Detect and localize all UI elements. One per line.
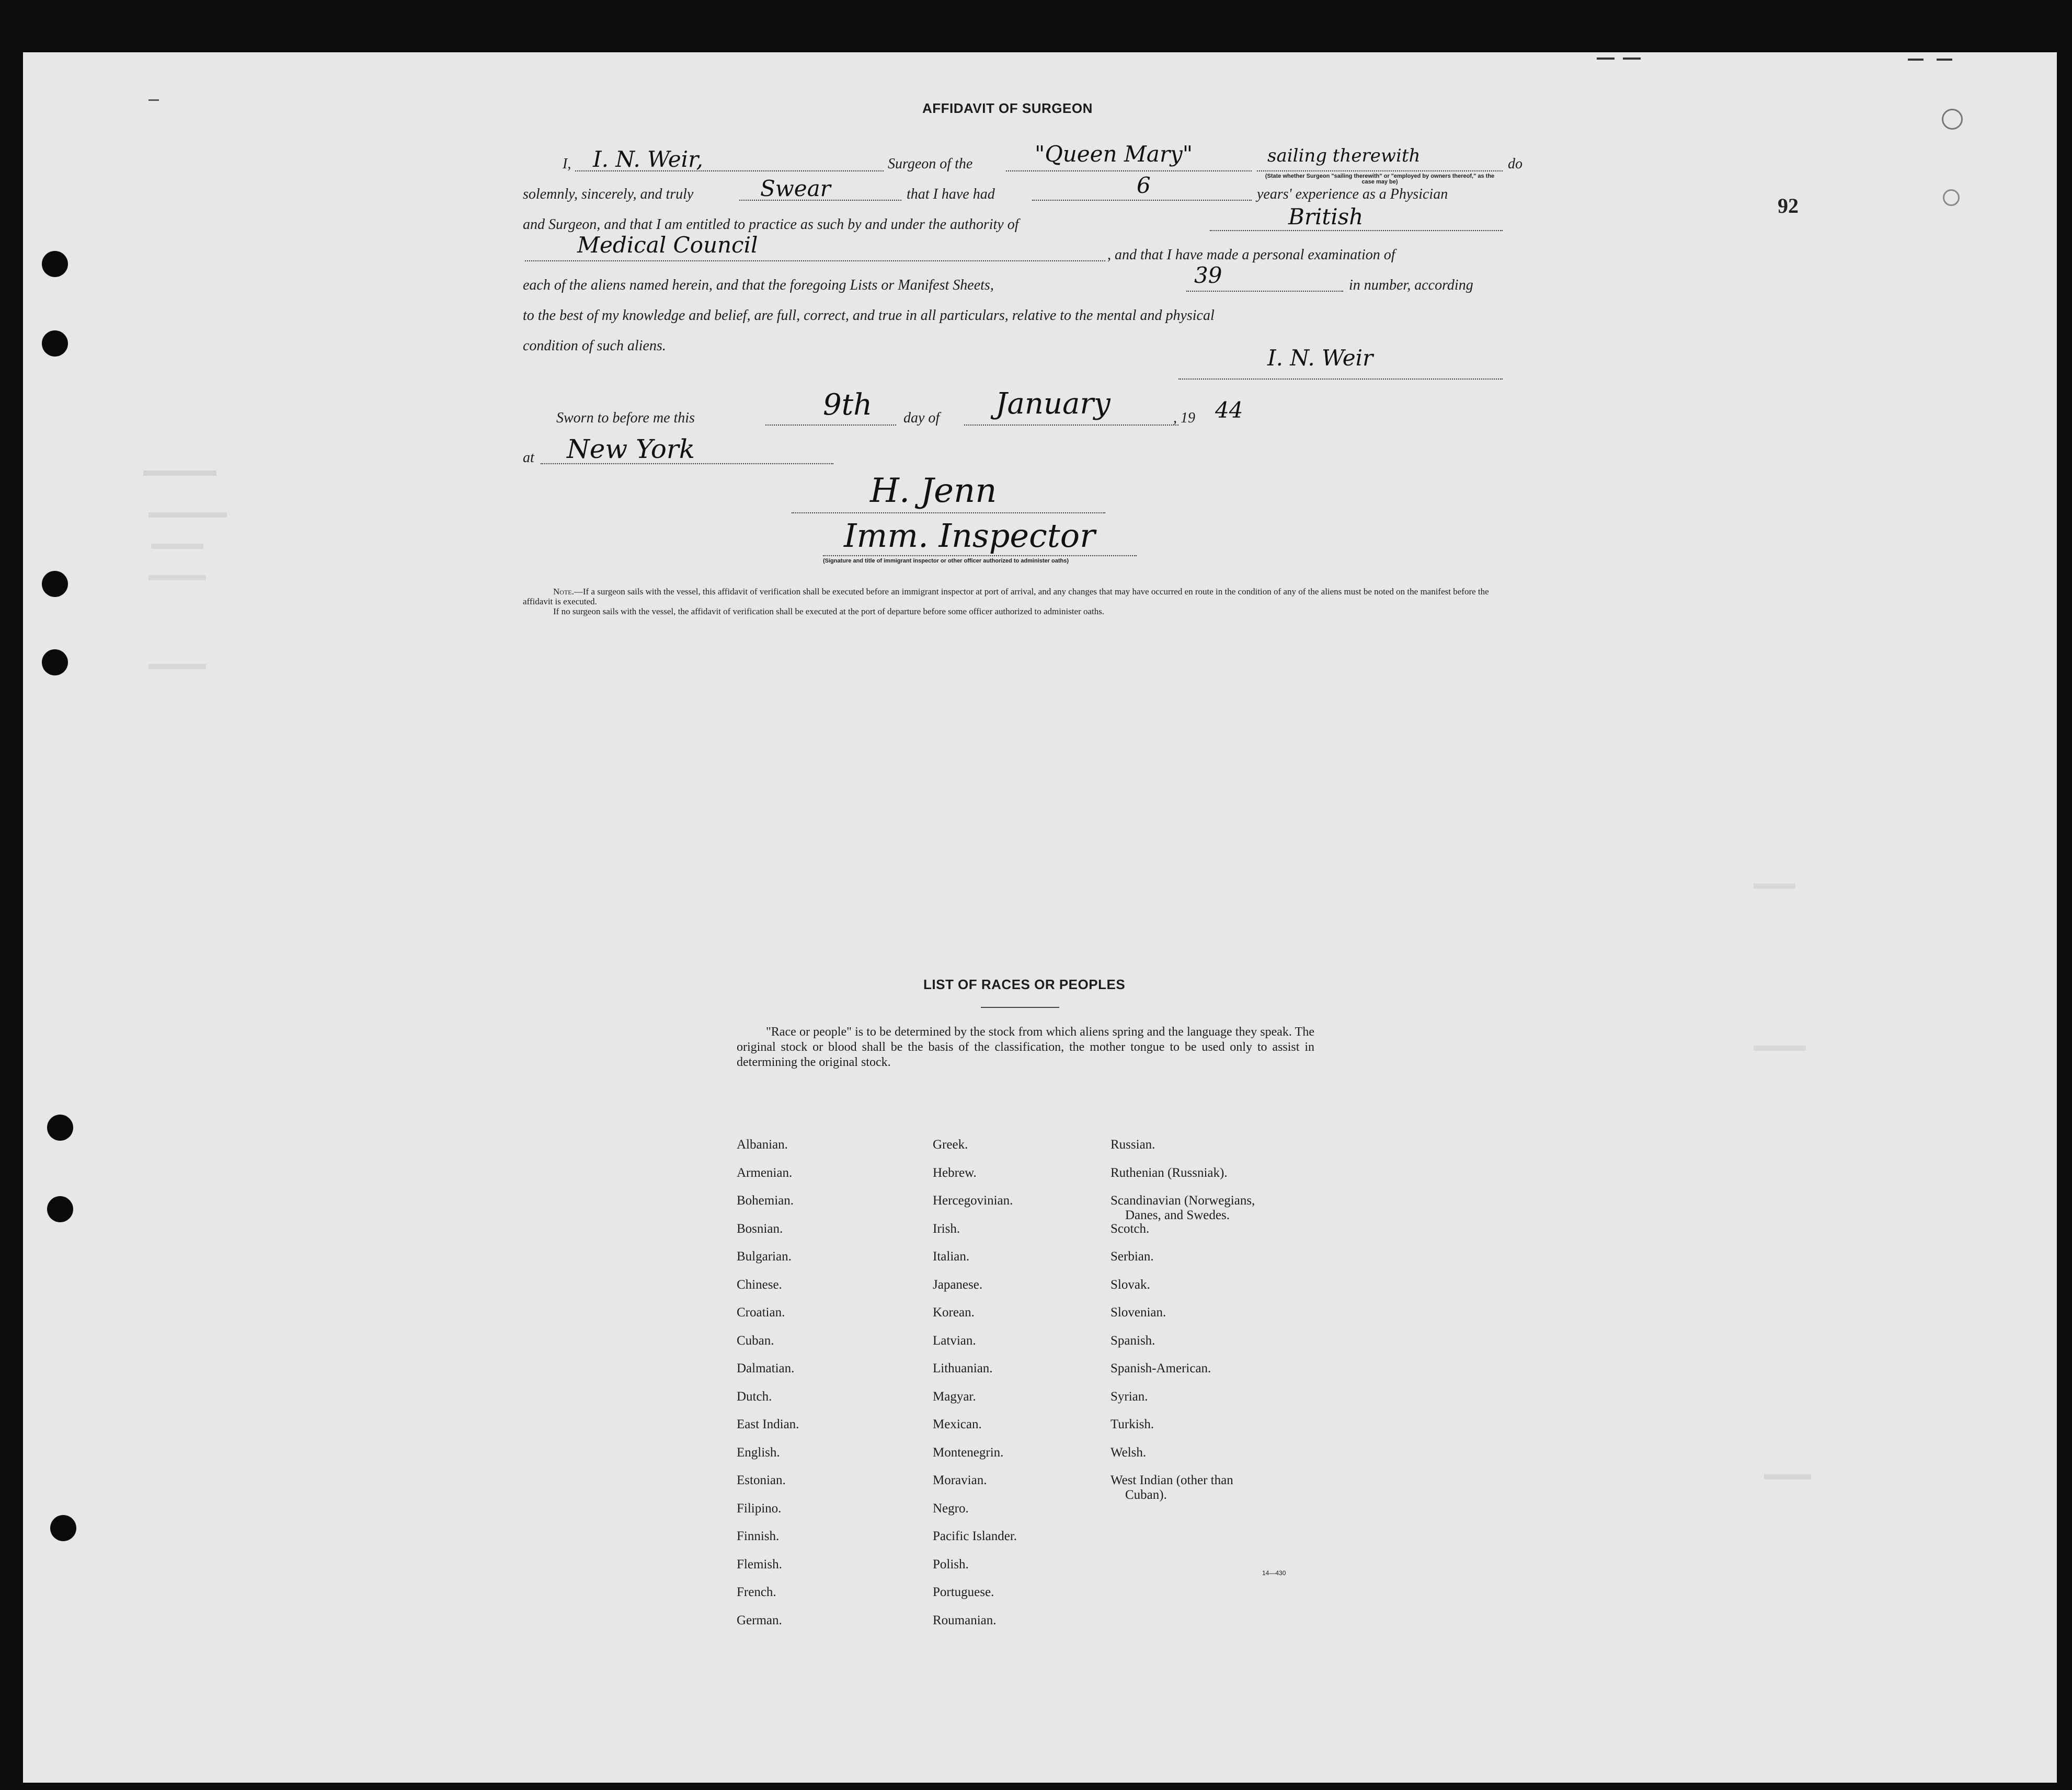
race-item: Armenian. <box>737 1165 793 1180</box>
oath-word: Swear <box>760 176 831 201</box>
races-intro: "Race or people" is to be determined by the stock from which aliens spring and the language they speak. The original stock or blood shall be the basis of the classification, the mother tongue to be used only to assist in determining the original stock. <box>737 1025 1314 1069</box>
race-item: Estonian. <box>737 1473 786 1487</box>
race-item: Negro. <box>933 1501 969 1516</box>
fill-line <box>765 424 896 426</box>
race-item: Albanian. <box>737 1138 788 1152</box>
race-item: French. <box>737 1585 776 1599</box>
race-item: Bulgarian. <box>737 1249 792 1264</box>
sworn-month: January <box>995 387 1111 421</box>
race-item: Bosnian. <box>737 1221 783 1236</box>
binder-hole <box>42 330 68 357</box>
race-item: Slovenian. <box>1111 1305 1166 1319</box>
binder-hole <box>42 571 68 597</box>
signature-caption: (Signature and title of immigrant inspector or other officer authorized to administer oaths) <box>823 558 1069 564</box>
fill-line <box>1186 291 1343 292</box>
surgeon-name: I. N. Weir, <box>593 146 703 172</box>
race-item: Syrian. <box>1111 1389 1148 1404</box>
race-item: Polish. <box>933 1557 969 1571</box>
edge-mark <box>148 99 159 101</box>
officer-title: Imm. Inspector <box>844 517 1095 555</box>
bleed-through-text <box>148 664 206 669</box>
race-item: Italian. <box>933 1249 970 1264</box>
note-line-1: —If a surgeon sails with the vessel, this affidavit of verification shall be executed before an immigrant inspector at port of arrival, and any changes that may have occurred en route in the condition of any of the aliens must be noted on the manifest before the affidavit is executed. <box>523 587 1489 606</box>
document-page <box>23 52 2057 1783</box>
sworn-day: 9th <box>823 388 873 422</box>
binder-hole <box>47 1196 73 1222</box>
affidavit-text: I, <box>563 156 571 172</box>
race-item: Scotch. <box>1111 1221 1150 1236</box>
affidavit-title: AFFIDAVIT OF SURGEON <box>922 100 1093 116</box>
race-item: Magyar. <box>933 1389 976 1404</box>
race-item: Cuban. <box>737 1333 774 1348</box>
race-item: Pacific Islander. <box>933 1529 1017 1543</box>
bleed-through-text <box>1764 1474 1811 1479</box>
affidavit-text: condition of such aliens. <box>523 338 666 354</box>
punch-circle <box>1943 189 1960 206</box>
sworn-text: , 19 <box>1173 410 1195 426</box>
affidavit-text: to the best of my knowledge and belief, are full, correct, and true in all particulars, relative to the mental and physical <box>523 307 1215 324</box>
edge-mark <box>1937 59 1952 61</box>
race-item: Roumanian. <box>933 1613 997 1627</box>
fill-line <box>1006 170 1252 171</box>
races-title: LIST OF RACES OR PEOPLES <box>923 977 1126 992</box>
race-item: Serbian. <box>1111 1249 1154 1264</box>
fill-line <box>964 424 1178 426</box>
note-label: Note. <box>553 587 574 596</box>
race-item: Spanish-American. <box>1111 1361 1211 1375</box>
surgeon-signature: I. N. Weir <box>1267 345 1373 371</box>
race-item: Hebrew. <box>933 1165 977 1180</box>
edge-mark <box>1623 58 1641 60</box>
race-item: Portuguese. <box>933 1585 994 1599</box>
officer-signature: H. Jenn <box>870 472 997 510</box>
race-item: Lithuanian. <box>933 1361 993 1375</box>
race-item: Greek. <box>933 1138 968 1152</box>
binder-hole <box>42 649 68 675</box>
affidavit-text: and Surgeon, and that I am entitled to practice as such by and under the authority of <box>523 216 1019 233</box>
race-item: Moravian. <box>933 1473 987 1487</box>
race-item: Turkish. <box>1111 1417 1154 1431</box>
race-item: Latvian. <box>933 1333 976 1348</box>
sheets-count: 39 <box>1194 262 1222 288</box>
race-item: Dalmatian. <box>737 1361 795 1375</box>
race-item: Russian. <box>1111 1138 1155 1152</box>
affidavit-text: do <box>1508 156 1522 172</box>
bleed-through-text <box>151 544 203 549</box>
affidavit-text: that I have had <box>907 186 995 202</box>
sailing-status: sailing therewith <box>1267 145 1421 166</box>
affidavit-note <box>523 587 1506 616</box>
affidavit-text: years' experience as a Physician <box>1257 186 1448 202</box>
edge-mark <box>1908 59 1924 61</box>
race-item: English. <box>737 1445 780 1460</box>
edge-mark <box>1597 58 1615 60</box>
race-item: Mexican. <box>933 1417 982 1431</box>
race-item: Irish. <box>933 1221 960 1236</box>
sailing-status-note: (State whether Surgeon "sailing therewith" or "employed by owners thereof," as the case may be) <box>1265 173 1495 185</box>
bleed-through-text <box>1754 883 1795 889</box>
race-item: Korean. <box>933 1305 975 1319</box>
race-item: Bohemian. <box>737 1194 794 1208</box>
race-item: East Indian. <box>737 1417 799 1431</box>
sworn-text: at <box>523 450 534 466</box>
race-item: Finnish. <box>737 1529 780 1543</box>
race-item: Croatian. <box>737 1305 785 1319</box>
sworn-year: 44 <box>1215 397 1243 423</box>
race-item: West Indian (other than Cuban). <box>1111 1473 1233 1502</box>
fill-line <box>1257 170 1503 171</box>
page-number: 92 <box>1778 194 1799 217</box>
affidavit-text: solemnly, sincerely, and truly <box>523 186 694 202</box>
race-item: Scandinavian (Norwegians, Danes, and Swedes. <box>1111 1194 1255 1222</box>
affidavit-text: Surgeon of the <box>888 156 973 172</box>
fill-line <box>1210 230 1503 231</box>
race-item: German. <box>737 1613 782 1627</box>
affidavit-text: , and that I have made a personal examination of <box>1107 247 1395 263</box>
race-item: Flemish. <box>737 1557 782 1571</box>
punch-circle <box>1942 109 1963 130</box>
race-item: Chinese. <box>737 1277 782 1292</box>
race-item: Slovak. <box>1111 1277 1150 1292</box>
authority-line-1: British <box>1288 204 1364 230</box>
binder-hole <box>50 1515 76 1541</box>
race-item: Montenegrin. <box>933 1445 1004 1460</box>
race-item: Filipino. <box>737 1501 782 1516</box>
sworn-text: Sworn to before me this <box>556 410 695 426</box>
fill-line <box>525 260 1105 261</box>
bleed-through-text <box>148 575 206 580</box>
sworn-text: day of <box>903 410 940 426</box>
note-line-2: If no surgeon sails with the vessel, the affidavit of verification shall be executed at the port of departure before some officer authorized to administer oaths. <box>553 606 1105 616</box>
vessel-name: "Queen Mary" <box>1035 141 1193 167</box>
sworn-place: New York <box>567 434 695 464</box>
bleed-through-text <box>148 512 227 518</box>
affidavit-text: each of the aliens named herein, and that the foregoing Lists or Manifest Sheets, <box>523 277 994 293</box>
race-item: Spanish. <box>1111 1333 1155 1348</box>
title-rule <box>981 1007 1059 1008</box>
affidavit-text: in number, according <box>1349 277 1473 293</box>
authority-line-2: Medical Council <box>577 232 758 258</box>
signature-line <box>1178 378 1503 380</box>
race-item: Welsh. <box>1111 1445 1147 1460</box>
signature-line <box>823 555 1137 556</box>
fill-line <box>1032 200 1252 201</box>
bleed-through-text <box>143 471 216 476</box>
race-item: Hercegovinian. <box>933 1194 1013 1208</box>
race-item: Ruthenian (Russniak). <box>1111 1165 1228 1180</box>
bleed-through-text <box>1754 1046 1806 1051</box>
years-experience: 6 <box>1137 173 1151 198</box>
race-item: Dutch. <box>737 1389 772 1404</box>
race-item: Japanese. <box>933 1277 983 1292</box>
signature-line <box>792 512 1105 513</box>
form-number: 14—430 <box>1262 1569 1286 1577</box>
binder-hole <box>47 1115 73 1141</box>
binder-hole <box>42 251 68 277</box>
